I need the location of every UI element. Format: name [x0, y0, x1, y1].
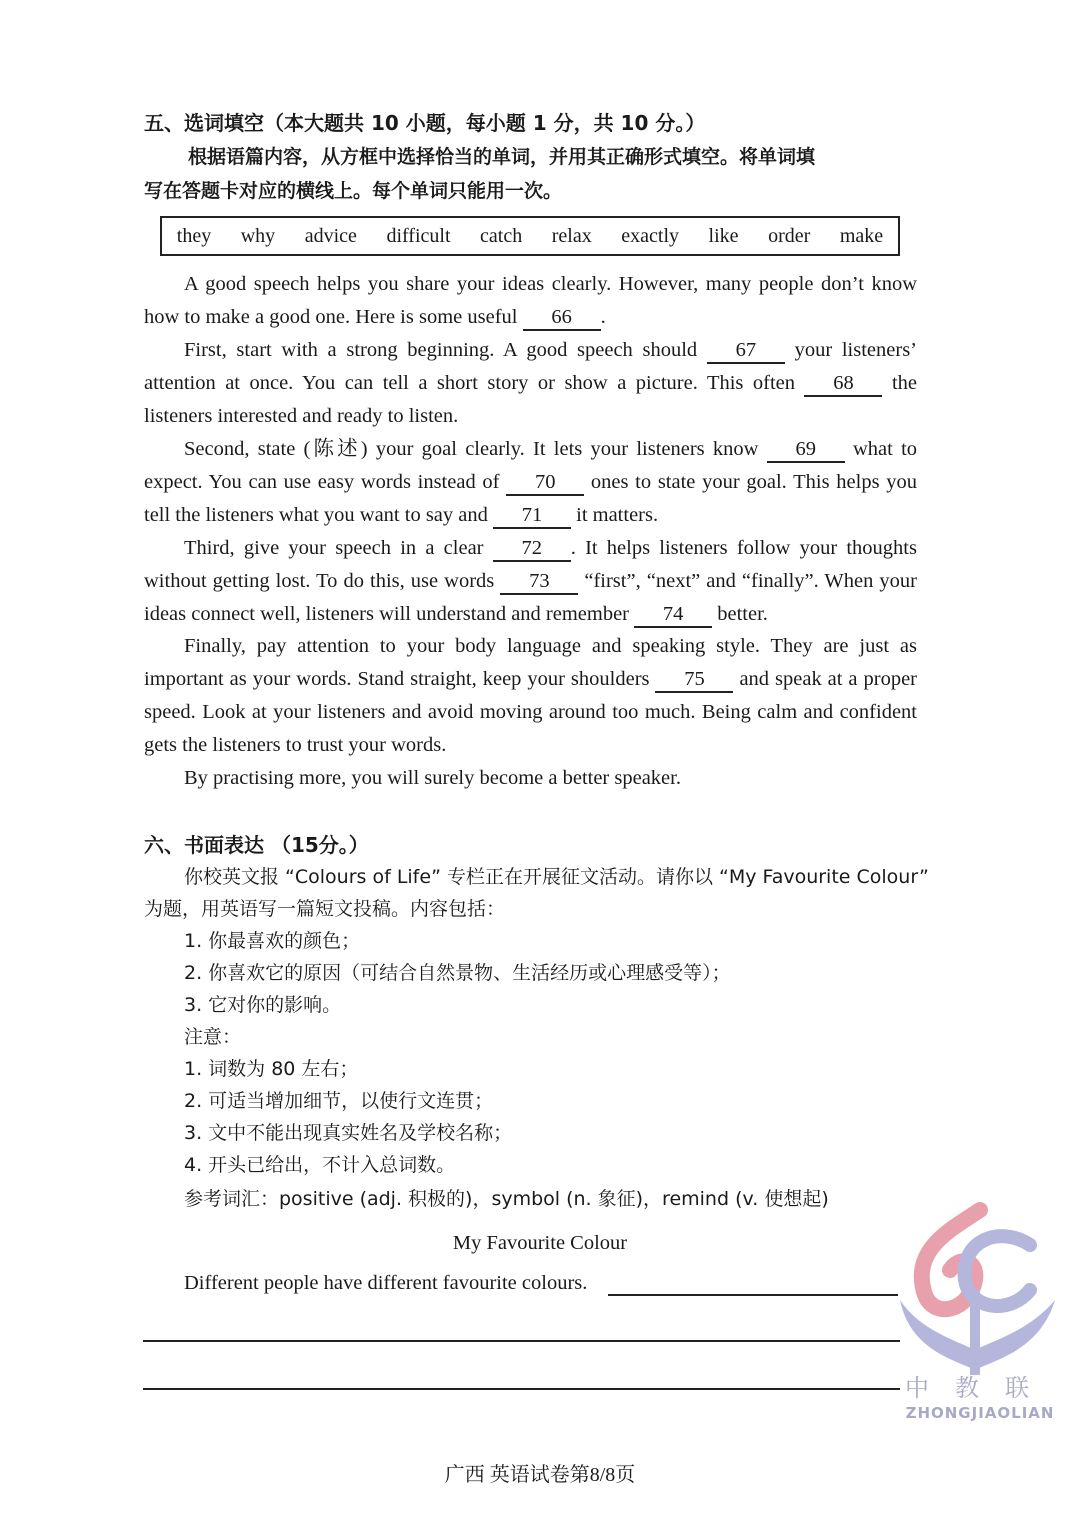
- word-bank-item: why: [240, 224, 276, 247]
- passage-paragraph-6: By practising more, you will surely become a better speaker.: [184, 767, 681, 789]
- passage-paragraph-4: Third, give your speech in a clear 72 . It helps listeners follow your thoughts without getting lost. To do this, use words 73 “first”, “next” and “finally”. When your ideas connect well, listeners will understand and remember 74 better.: [144, 532, 917, 631]
- blank-68[interactable]: 68: [804, 371, 882, 397]
- passage-paragraph-3: Second, state (陈述) your goal clearly. It lets your listeners know 69 what to expect. You can use easy words instead of 70 ones to state your goal. This helps you tell the listeners what you want to say and 71 it matters.: [144, 433, 917, 532]
- note-label: 注意：: [184, 1026, 242, 1048]
- blank-73[interactable]: 73: [500, 569, 578, 595]
- blank-69[interactable]: 69: [767, 437, 845, 463]
- word-bank-item: exactly: [621, 224, 680, 247]
- reference-vocabulary: 参考词汇：positive (adj. 积极的)，symbol (n. 象征)，remind (v. 使想起): [184, 1188, 829, 1210]
- word-bank-item: like: [708, 224, 739, 247]
- writing-line-1[interactable]: [608, 1294, 898, 1296]
- writing-line-2[interactable]: [143, 1340, 900, 1342]
- word-bank-item: catch: [480, 224, 523, 247]
- blank-74[interactable]: 74: [634, 602, 712, 628]
- watermark-text: [890, 1372, 1070, 1422]
- passage-paragraph-1: A good speech helps you share your ideas clearly. However, many people don’t know how to make a good one. Here is some useful 66 .: [144, 268, 917, 334]
- note-item-2: 2. 可适当增加细节，以使行文连贯；: [184, 1090, 494, 1112]
- blank-70[interactable]: 70: [506, 470, 584, 496]
- content-item-1: 1. 你最喜欢的颜色；: [184, 930, 361, 952]
- section-5-instruction-1: 根据语篇内容，从方框中选择恰当的单词，并用其正确形式填空。将单词填: [188, 146, 816, 168]
- word-bank-box: [160, 216, 900, 256]
- word-bank-item: they: [176, 224, 212, 247]
- section-6-intro-1: 你校英文报 “Colours of Life” 专栏正在开展征文活动。请你以 “My Favourite Colour”: [184, 866, 929, 888]
- blank-67[interactable]: 67: [707, 338, 785, 364]
- note-item-1: 1. 词数为 80 左右；: [184, 1058, 359, 1080]
- content-item-3: 3. 它对你的影响。: [184, 994, 342, 1016]
- section-6-intro-2: 为题，用英语写一篇短文投稿。内容包括：: [144, 898, 506, 920]
- essay-opening: Different people have different favourite colours.: [184, 1272, 588, 1294]
- word-bank-item: difficult: [386, 224, 451, 247]
- content-item-2: 2. 你喜欢它的原因（可结合自然景物、生活经历或心理感受等）；: [184, 962, 731, 984]
- word-bank-item: make: [839, 224, 884, 247]
- word-bank-item: relax: [551, 224, 592, 247]
- word-bank-item: order: [768, 224, 811, 247]
- section-6-title: 六、书面表达 （15分。）: [144, 833, 369, 857]
- page-footer: 广西 英语试卷第8/8页: [444, 1464, 636, 1486]
- section-5-instruction-2: 写在答题卡对应的横线上。每个单词只能用一次。: [144, 180, 563, 202]
- writing-line-3[interactable]: [143, 1388, 900, 1390]
- word-bank-item: advice: [304, 224, 357, 247]
- passage-paragraph-5: Finally, pay attention to your body language and speaking style. They are just as important as your words. Stand straight, keep your shoulders 75 and speak at a proper speed. Look at your listeners and avoid moving around too much. Being calm and confident gets the listeners to trust your words.: [144, 635, 917, 756]
- passage-paragraph-2: First, start with a strong beginning. A good speech should 67 your listeners’ attention at once. You can tell a short story or show a picture. This often 68 the listeners interested and ready to listen.: [144, 339, 918, 427]
- watermark-cn: 中教联: [905, 1374, 1055, 1402]
- section-5-title: 五、选词填空（本大题共 10 小题，每小题 1 分，共 10 分。）: [144, 111, 706, 135]
- essay-title: My Favourite Colour: [452, 1232, 628, 1254]
- blank-75[interactable]: 75: [655, 667, 733, 693]
- note-item-4: 4. 开头已给出，不计入总词数。: [184, 1154, 456, 1176]
- watermark-en: ZHONGJIAOLIAN: [905, 1404, 1055, 1422]
- note-item-3: 3. 文中不能出现真实姓名及学校名称；: [184, 1122, 513, 1144]
- blank-72[interactable]: 72: [493, 536, 571, 562]
- blank-71[interactable]: 71: [493, 503, 571, 529]
- blank-66[interactable]: 66: [523, 305, 601, 331]
